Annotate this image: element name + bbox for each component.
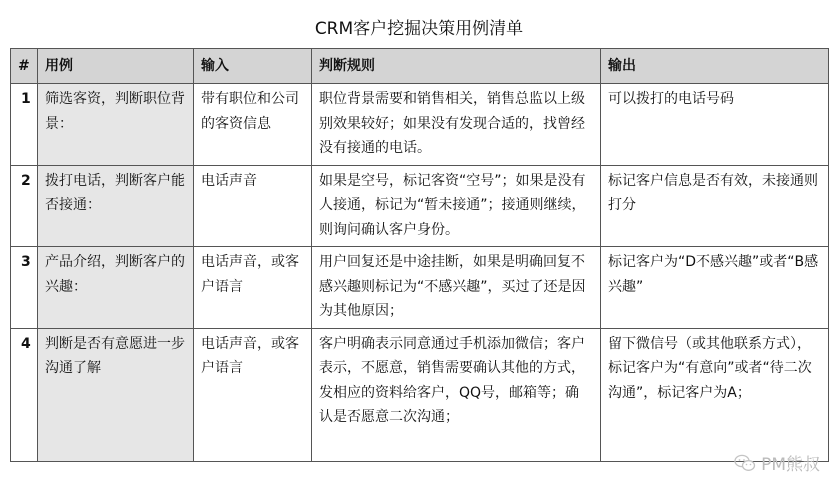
row-rule: 用户回复还是中途挂断，如果是明确回复不感兴趣则标记为“不感兴趣”，买过了还是因为其他原因； <box>312 247 601 329</box>
row-num: 1 <box>11 84 38 166</box>
row-output: 可以拨打的电话号码 <box>601 84 829 166</box>
row-case: 筛选客资，判断职位背景： <box>38 84 194 166</box>
header-rule: 判断规则 <box>312 49 601 84</box>
page-title: CRM客户挖掘决策用例清单 <box>314 19 524 39</box>
watermark-text: PM熊叔 <box>761 455 820 475</box>
row-input: 带有职位和公司的客资信息 <box>194 84 312 166</box>
row-output: 标记客户信息是否有效，未接通则打分 <box>601 165 829 247</box>
row-case: 拨打电话，判断客户能否接通： <box>38 165 194 247</box>
header-input: 输入 <box>194 49 312 84</box>
row-num: 3 <box>11 247 38 329</box>
table-header-row <box>11 49 829 84</box>
use-case-table <box>10 48 829 462</box>
table-row <box>11 328 829 461</box>
wechat-icon <box>734 454 756 472</box>
row-input: 电话声音，或客户语言 <box>194 328 312 461</box>
row-input: 电话声音，或客户语言 <box>194 247 312 329</box>
row-rule: 职位背景需要和销售相关，销售总监以上级别效果较好；如果没有发现合适的，找曾经没有接通的电话。 <box>312 84 601 166</box>
header-case: 用例 <box>38 49 194 84</box>
row-case: 产品介绍，判断客户的兴趣： <box>38 247 194 329</box>
row-rule: 客户明确表示同意通过手机添加微信；客户表示，不愿意，销售需要确认其他的方式，发相应的资料给客户，QQ号，邮箱等；确认是否愿意二次沟通； <box>312 328 601 461</box>
header-output: 输出 <box>601 49 829 84</box>
row-rule: 如果是空号，标记客资“空号”；如果是没有人接通，标记为“暂未接通”；接通则继续，则询问确认客户身份。 <box>312 165 601 247</box>
row-num: 2 <box>11 165 38 247</box>
row-output: 留下微信号（或其他联系方式），标记客户为“有意向”或者“待二次沟通”，标记客户为A； <box>601 328 829 461</box>
row-case: 判断是否有意愿进一步沟通了解 <box>38 328 194 461</box>
table-row <box>11 84 829 166</box>
table-row <box>11 247 829 329</box>
watermark <box>734 450 820 475</box>
row-output: 标记客户为“D不感兴趣”或者“B感兴趣” <box>601 247 829 329</box>
row-num: 4 <box>11 328 38 461</box>
header-num: # <box>11 49 38 84</box>
row-input: 电话声音 <box>194 165 312 247</box>
table-row <box>11 165 829 247</box>
